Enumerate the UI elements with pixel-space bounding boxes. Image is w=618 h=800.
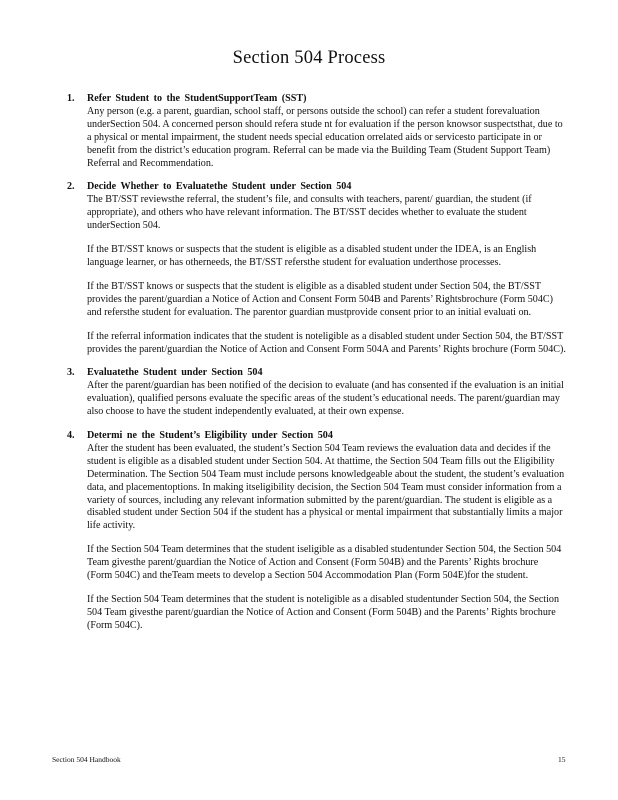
process-steps-list (66, 93, 566, 644)
step-paragraph: Any person (e.g. a parent, guardian, school staff, or persons outside the school) can refer a student forevaluation underSection 504. A concerned person should refera stude nt for evaluation if the person knowsor suspectsthat, due to a physical or mental impairment, the student needs special education orrelated aids or servicesto participate in or benefit from the district’s education program. Referral can be made via the Building Team (Student Support Team) Referral and Recommendation. (87, 105, 563, 169)
step-heading: Refer Student to the StudentSupportTeam (SST) (87, 93, 307, 104)
page-number: 15 (558, 755, 566, 764)
step-heading: Decide Whether to Evaluatethe Student under Section 504 (87, 181, 352, 193)
step-number: 4. (67, 430, 75, 442)
step-paragraph: After the student has been evaluated, the student’s Section 504 Team reviews the evaluation data and decides if the student is eligible as a disabled student under Section 504. At thattime, the Section 504 Team fills out the Eligibility Determination. The Section 504 Team must include persons knowledgeable about the student, the student’s evaluation data, and placementoptions. In making itseligibility decision, the Section 504 Team must consider information from a variety of sources, including any relevant information submitted by the parent/guardian. The student is eligible as a disabled student under Section 504 if the student has a physical or mental impairment that substantially limits a major life activity. (87, 442, 565, 532)
step-1 (66, 93, 566, 170)
step-paragraph: If the referral information indicates that the student is noteligible as a disabled student under Section 504, the BT/SST provides the parent/guardian the Notice of Action and Consent Form 504A and Parents’ Rights brochure (Form 504C). (87, 330, 566, 355)
step-3 (66, 367, 566, 419)
footer-handbook-title: Section 504 Handbook (52, 755, 121, 764)
step-paragraph: If the BT/SST knows or suspects that the student is eligible as a disabled student under the IDEA, is an English language learner, or has otherneeds, the BT/SST refersthe student for evaluation underthose processes. (87, 244, 537, 268)
page-title: Section 504 Process (232, 48, 386, 68)
step-paragraph: The BT/SST reviewsthe referral, the student’s file, and consults with teachers, parent/ guardian, the student (if appropriate), and others who have relevant information. The BT/SST decides whether to evaluate the student underSection 504. (87, 194, 532, 232)
step-number: 2. (67, 181, 75, 193)
step-paragraph: If the BT/SST knows or suspects that the student is eligible as a disabled student under Section 504, the BT/SST provides the parent/guardian a Notice of Action and Consent Form 504B and Parents’ Rightsbrochure (Form 504C) and refersthe student for evaluation. The parentor guardian mustprovide consent prior to an initial evaluati on. (87, 280, 553, 318)
step-paragraph: If the Section 504 Team determines that the student iseligible as a disabled studentunder Section 504, the Section 504 Team givesthe parent/guardian the Notice of Action and Consent (Form 504B) and the Parents’ Rights brochure (Form 504C) and theTeam meets to develop a Section 504 Accommodation Plan (Form 504E)for the student. (87, 544, 562, 582)
step-heading: Evaluatethe Student under Section 504 (87, 367, 263, 379)
step-paragraph: After the parent/guardian has been notified of the decision to evaluate (and has consented if the evaluation is an initial evaluation), qualified persons evaluate the specific areas of the student’s educational needs. The parent/guardian may also choose to have the student independently evaluated, at their own expense. (87, 380, 564, 418)
step-number: 1. (67, 93, 75, 104)
step-number: 3. (67, 367, 75, 379)
step-4 (66, 430, 566, 633)
step-paragraph: If the Section 504 Team determines that the student is noteligible as a disabled studentunder Section 504, the Section 504 Team givesthe parent/guardian the Notice of Action and Consent (Form 504B) and the Parents’ Rights brochure (Form 504C). (87, 594, 560, 631)
step-heading: Determi ne the Student’s Eligibility under Section 504 (87, 430, 333, 442)
step-2 (66, 181, 566, 356)
